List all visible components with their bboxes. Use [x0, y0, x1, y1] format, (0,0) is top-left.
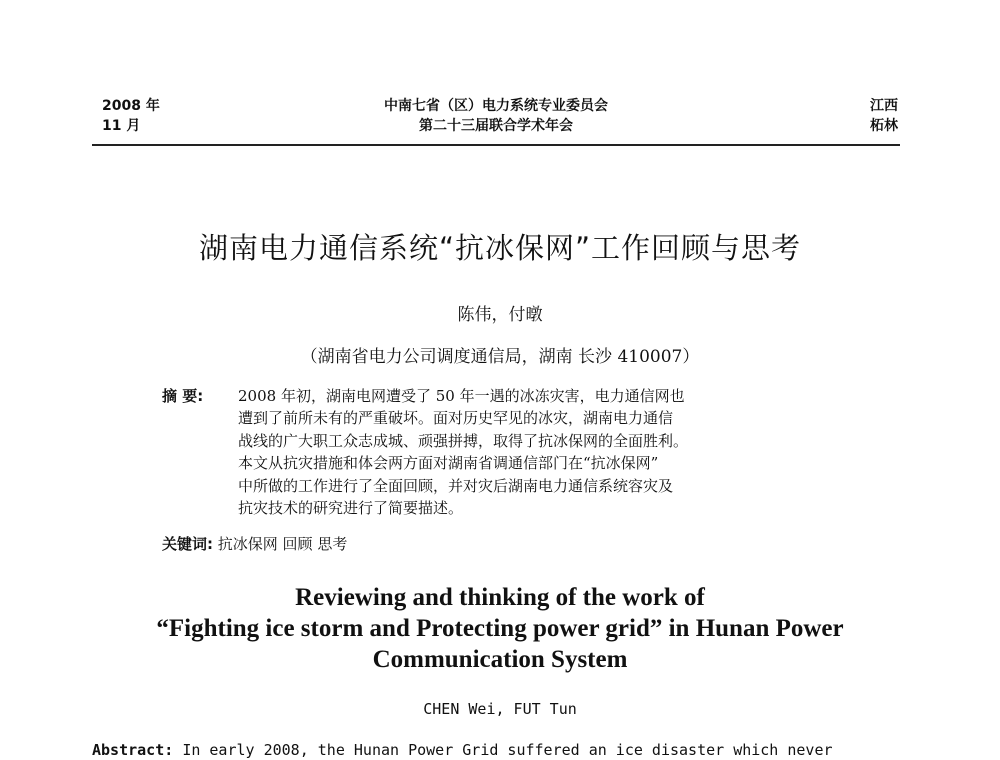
- authors-cn: 陈伟，付暾: [457, 305, 543, 325]
- authors-en: CHEN Wei, FUT Tun: [423, 700, 577, 718]
- abstract-cn-line: 2008 年初，湖南电网遭受了 50 年一遇的冰冻灾害，电力通信网也: [238, 387, 685, 405]
- abstract-cn-line: 战线的广大职工众志成城、顽强拼搏，取得了抗冰保网的全面胜利。: [238, 431, 689, 450]
- page-header: [92, 96, 900, 146]
- abstract-en-text: In early 2008, the Hunan Power Grid suffered an ice disaster which never: [182, 741, 833, 759]
- abstract-cn-line: 抗灾技术的研究进行了简要描述。: [238, 499, 464, 518]
- paper-title-cn: 湖南电力通信系统“抗冰保网”工作回顾与思考: [198, 231, 802, 265]
- abstract-en-label: Abstract:: [92, 741, 174, 759]
- header-session: 第二十三届联合学术年会: [419, 118, 573, 134]
- abstract-cn-line: 中所做的工作进行了全面回顾，并对灾后湖南电力通信系统容灾及: [238, 476, 674, 495]
- header-province: 江西: [870, 98, 898, 114]
- header-month: 11 月: [102, 118, 141, 134]
- abstract-en: [92, 741, 912, 759]
- abstract-cn-line: 本文从抗灾措施和体会两方面对湖南省调通信部门在“抗冰保网”: [238, 454, 659, 473]
- abstract-cn-line: 遭到了前所未有的严重破坏。面对历史罕见的冰灾，湖南电力通信: [238, 409, 674, 428]
- title-en-line: “Fighting ice storm and Protecting power grid” in Hunan Power: [156, 615, 844, 642]
- header-conference: [92, 96, 900, 136]
- abstract-cn-label: 摘 要:: [162, 387, 204, 405]
- title-en-line: Communication System: [372, 646, 628, 673]
- title-en-line: Reviewing and thinking of the work of: [295, 584, 705, 611]
- header-committee: 中南七省（区）电力系统专业委员会: [384, 98, 608, 114]
- header-location: [870, 96, 898, 136]
- keywords-cn-label: 关键词:: [162, 535, 213, 553]
- abstract-cn: [162, 385, 862, 519]
- keywords-cn-value: 抗冰保网 回顾 思考: [217, 535, 348, 553]
- keywords-cn: [162, 533, 347, 554]
- affiliation-cn: （湖南省电力公司调度通信局，湖南 长沙 410007）: [300, 347, 700, 367]
- header-year: 2008 年: [102, 98, 160, 114]
- abstract-cn-text: [238, 385, 862, 519]
- paper-title-en: [0, 582, 1000, 675]
- header-town: 柘林: [870, 118, 898, 134]
